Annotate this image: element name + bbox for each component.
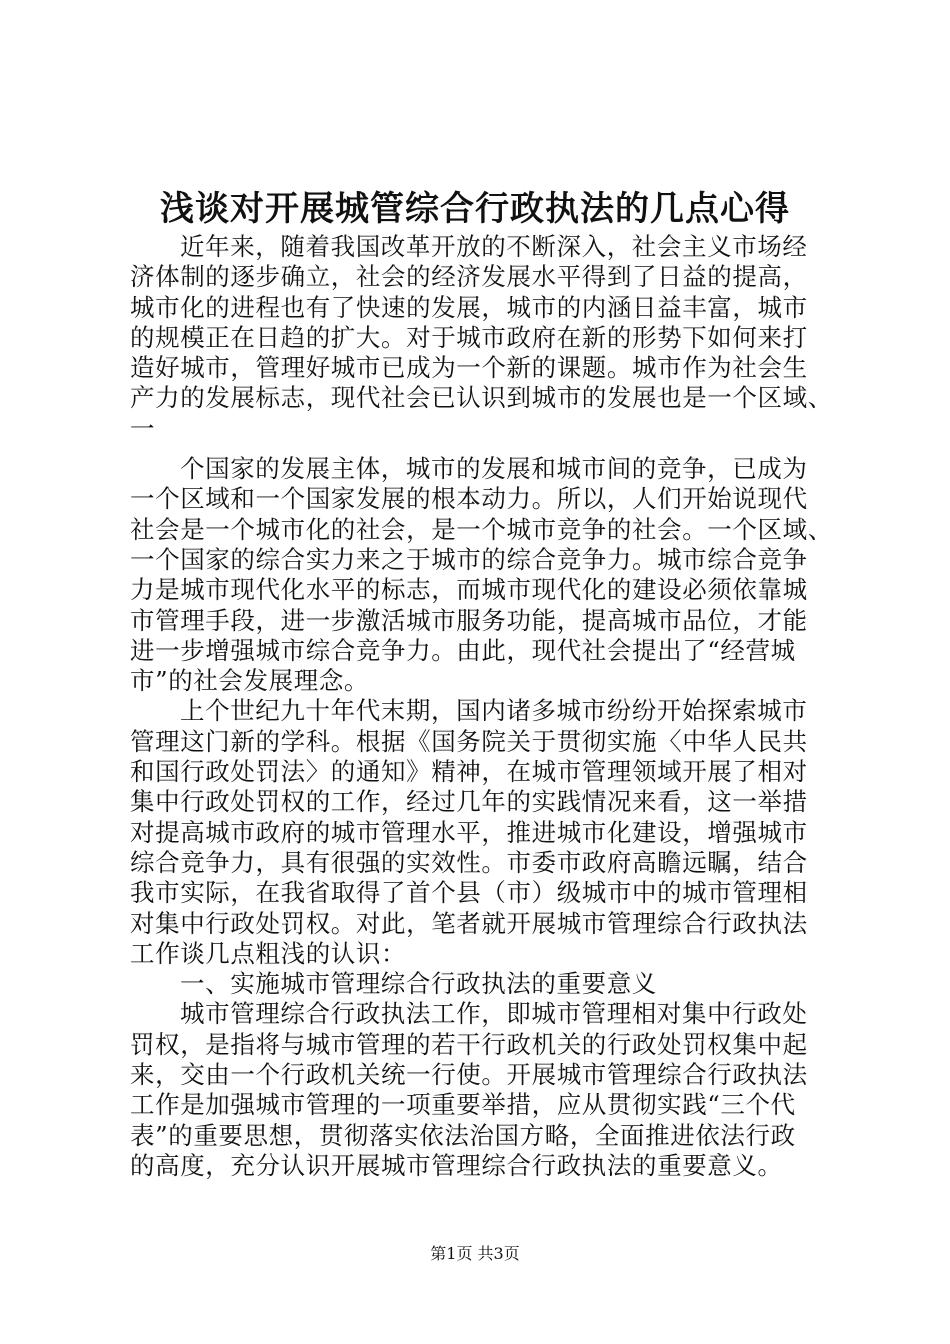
- paragraph-line: 个国家的发展主体，城市的发展和城市间的竞争，已成为: [180, 454, 808, 484]
- paragraph-line: 工作谈几点粗浅的认识：: [130, 938, 407, 968]
- paragraph-line: 对提高城市政府的城市管理水平，推进城市化建设，增强城市: [130, 817, 808, 847]
- paragraph-line: 我市实际，在我省取得了首个县（市）级城市中的城市管理相: [130, 878, 808, 908]
- paragraph-line: 的规模正在日趋的扩大。对于城市政府在新的形势下如何来打: [130, 322, 808, 352]
- section-heading: 一、实施城市管理综合行政执法的重要意义: [180, 969, 657, 999]
- paragraph-line: 造好城市，管理好城市已成为一个新的课题。城市作为社会生: [130, 353, 808, 383]
- paragraph-line: 近年来，随着我国改革开放的不断深入，社会主义市场经: [180, 232, 808, 261]
- paragraph-line: 进一步增强城市综合竞争力。由此，现代社会提出了“经营城: [130, 635, 796, 665]
- paragraph-line: 综合竞争力，具有很强的实效性。市委市政府高瞻远瞩，结合: [130, 847, 808, 877]
- paragraph-line: 集中行政处罚权的工作，经过几年的实践情况来看，这一举措: [130, 787, 808, 817]
- paragraph-line: 一个区域和一个国家发展的根本动力。所以，人们开始说现代: [130, 484, 808, 514]
- paragraph-line: 市管理手段，进一步激活城市服务功能，提高城市品位，才能: [130, 605, 808, 635]
- paragraph-line: 力是城市现代化水平的标志，而城市现代化的建设必须依靠城: [130, 575, 808, 605]
- paragraph-line: 和国行政处罚法〉的通知》精神，在城市管理领域开展了相对: [130, 757, 808, 787]
- paragraph-line: 一个国家的综合实力来之于城市的综合竞争力。城市综合竞争: [130, 544, 808, 574]
- paragraph-line: 城市管理综合行政执法工作，即城市管理相对集中行政处: [180, 999, 808, 1029]
- paragraph-line: 的高度，充分认识开展城市管理综合行政执法的重要意义。: [130, 1150, 783, 1180]
- paragraph-line: 对集中行政处罚权。对此，笔者就开展城市管理综合行政执法: [130, 908, 808, 938]
- document-body: [130, 232, 833, 1181]
- paragraph-line: 济体制的逐步确立，社会的经济发展水平得到了日益的提高，: [130, 262, 808, 292]
- paragraph-line: 产力的发展标志，现代社会已认识到城市的发展也是一个区域、: [130, 383, 833, 413]
- paragraph-line: 管理这门新的学科。根据《国务院关于贯彻实施〈中华人民共: [130, 726, 808, 756]
- paragraph-line: 上个世纪九十年代末期，国内诸多城市纷纷开始探索城市: [180, 696, 808, 726]
- document-title: 浅谈对开展城管综合行政执法的几点心得: [160, 189, 790, 229]
- paragraph-line: 表”的重要思想，贯彻落实依法治国方略，全面推进依法行政: [130, 1120, 796, 1150]
- page-footer: 第1页 共3页: [430, 1244, 520, 1263]
- paragraph-line: 市”的社会发展理念。: [130, 666, 370, 696]
- paragraph-line: 来，交由一个行政机关统一行使。开展城市管理综合行政执法: [130, 1060, 808, 1090]
- paragraph-line: 工作是加强城市管理的一项重要举措，应从贯彻实践“三个代: [130, 1090, 796, 1120]
- paragraph-line: 社会是一个城市化的社会，是一个城市竞争的社会。一个区域、: [130, 514, 833, 544]
- paragraph-line: 一: [130, 413, 156, 443]
- paragraph-line: 罚权，是指将与城市管理的若干行政机关的行政处罚权集中起: [130, 1029, 808, 1059]
- paragraph-line: 城市化的进程也有了快速的发展，城市的内涵日益丰富，城市: [130, 292, 808, 322]
- paragraph-gap: [130, 444, 830, 454]
